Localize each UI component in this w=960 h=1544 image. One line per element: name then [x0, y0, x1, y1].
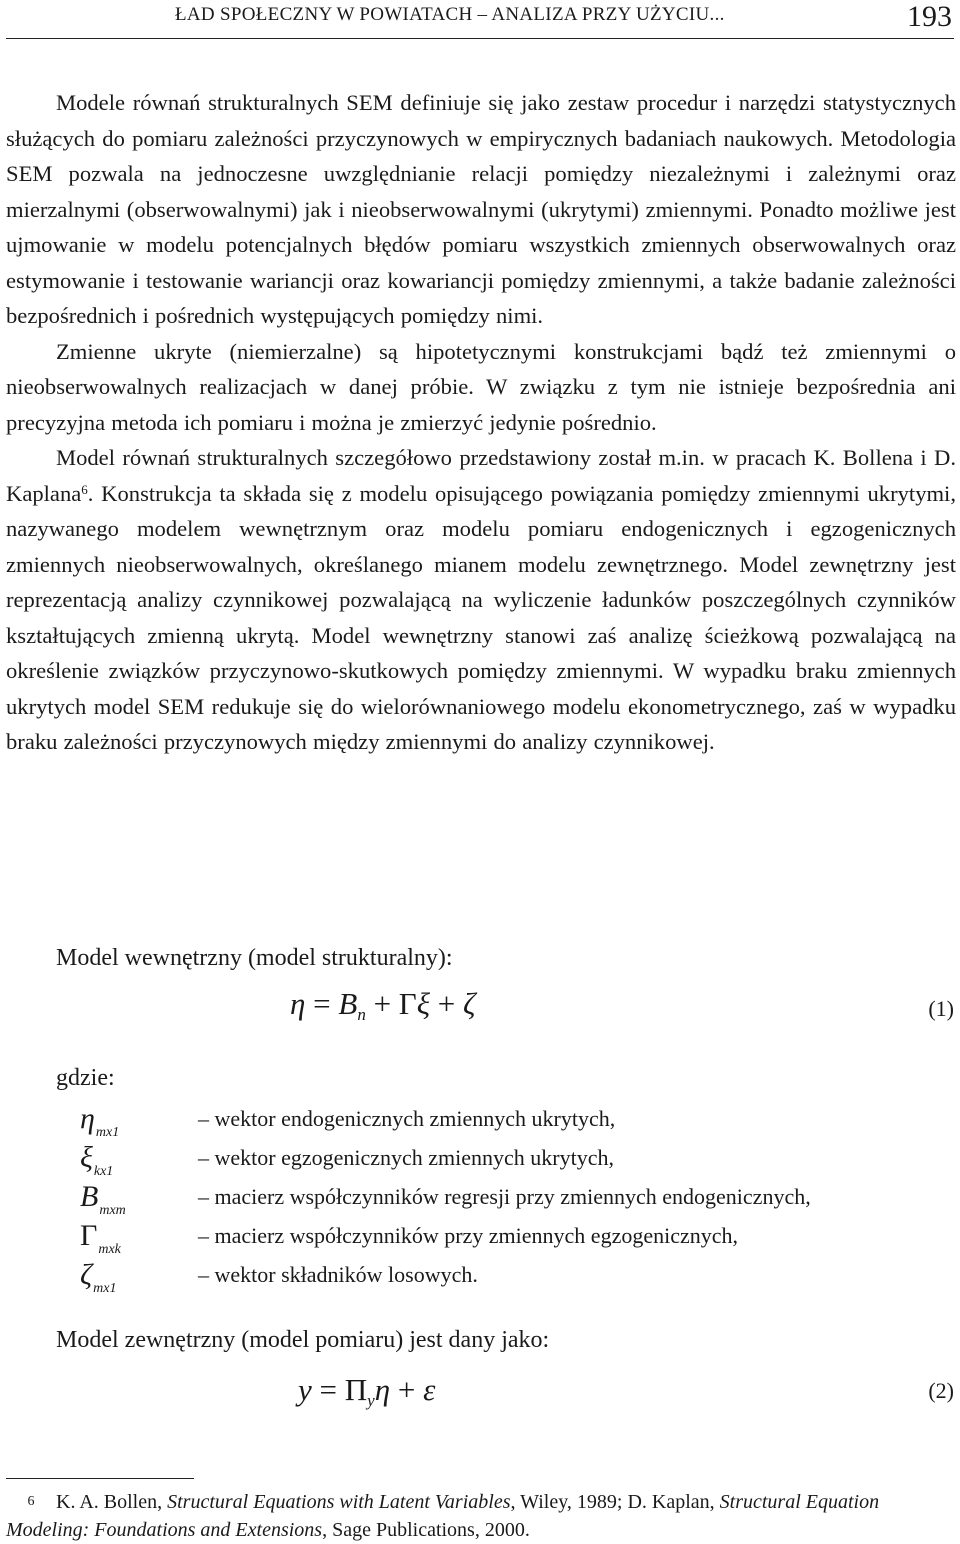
where-label: gdzie: — [56, 1065, 115, 1091]
where-item — [80, 1180, 950, 1218]
body-text — [6, 85, 956, 760]
footnote-reference[interactable]: 6 — [81, 481, 88, 497]
where-description: – wektor endogenicznych zmiennych ukrytych, — [198, 1106, 616, 1131]
where-description: – wektor składników losowych. — [198, 1262, 478, 1287]
equals-sign: = — [313, 986, 331, 1021]
page-number: 193 — [907, 0, 952, 33]
where-item — [80, 1102, 950, 1140]
header-rule — [6, 38, 954, 39]
where-description: – macierz współczynników przy zmiennych egzogenicznych, — [198, 1223, 739, 1248]
epsilon-symbol: ε — [423, 1372, 436, 1407]
zeta-symbol: $\zeta_{mx1}$ — [80, 1258, 117, 1296]
equation-2 — [298, 1372, 435, 1411]
b-symbol: $B_{mxm}$ — [80, 1180, 126, 1218]
b-subscript: n — [357, 1005, 366, 1024]
paragraph-text-before-ref: Model równań strukturalnych szczegółowo przedstawiony został m.in. w pracach K. Bollena i D. Kaplana — [6, 445, 956, 506]
where-description: – macierz współczynników regresji przy zmiennych endogenicznych, — [198, 1184, 811, 1209]
pi-subscript: y — [367, 1391, 375, 1410]
plus-sign: + — [373, 986, 392, 1021]
running-title: ŁAD SPOŁECZNY W POWIATACH – ANALIZA PRZY UŻYCIU... — [175, 4, 725, 25]
xi-symbol: ξ — [416, 986, 430, 1021]
paragraph-model-structure — [6, 440, 956, 760]
where-item — [80, 1258, 950, 1296]
footnote — [6, 1488, 956, 1544]
outer-model-label: Model zewnętrzny (model pomiaru) jest dany jako: — [56, 1327, 550, 1353]
gamma-symbol: Γ — [398, 986, 417, 1021]
eta-symbol: η — [374, 1372, 391, 1407]
b-symbol: B — [338, 986, 358, 1021]
footnote-text: , Wiley, 1989; D. Kaplan, — [510, 1491, 720, 1513]
equals-sign: = — [319, 1372, 337, 1407]
paragraph-sem-definition: Modele równań strukturalnych SEM definiuje się jako zestaw procedur i narzędzi statystycznych służących do pomiaru zależności przyczynowych w empirycznych badaniach naukowych. Metodologia SEM pozwala na jednoczesne uwzględnianie relacji pomiędzy niezależnymi i zależnymi oraz mierzalnymi (obserwowalnymi) jak i nieobserwowalnymi (ukrytymi) zmiennymi. Ponadto możliwe jest ujmowanie w modelu potencjalnych błędów pomiaru wszystkich zmiennych obserwowalnych oraz estymowanie i testowanie wariancji oraz kowariancji pomiędzy zmiennymi, a także badanie zależności bezpośrednich i pośrednich występujących pomiędzy nimi. — [6, 90, 956, 328]
pi-symbol: Π — [344, 1372, 368, 1407]
equation-number-2: (2) — [928, 1378, 954, 1403]
where-description: – wektor egzogenicznych zmiennych ukrytych, — [198, 1145, 615, 1170]
footnote-rule — [6, 1478, 194, 1479]
paragraph-latent-variables: Zmienne ukryte (niemierzalne) są hipotetycznymi konstrukcjami bądź też zmiennymi o nieobserwowalnych realizacjach w danej próbie. W związku z tym nie istnieje bezpośrednia ani precyzyjna metoda ich pomiaru i można je zmierzyć jedynie pośrednio. — [6, 338, 956, 435]
equation-number-1: (1) — [928, 996, 954, 1021]
plus-sign: + — [397, 1372, 416, 1407]
eta-symbol: η — [290, 986, 306, 1021]
zeta-symbol: ζ — [462, 986, 476, 1021]
y-symbol: y — [298, 1372, 312, 1407]
footnote-title: Structural Equations with Latent Variables — [167, 1491, 511, 1513]
eta-symbol: $\eta_{mx1}$ — [80, 1102, 120, 1140]
inner-model-label: Model wewnętrzny (model strukturalny): — [56, 945, 453, 971]
footnote-mark: 6 — [27, 1494, 35, 1509]
where-item — [80, 1219, 950, 1257]
paragraph-text-after-ref: . Konstrukcja ta składa się z modelu opisującego powiązania pomiędzy zmiennymi ukrytymi, nazywanego modelem wewnętrznym oraz modelu pomiaru endogenicznych i egzogenicznych zmiennych nieobserwowalnych, określanego mianem modelu zewnętrznego. Model zewnętrzny jest reprezentacją analizy czynnikowej pozwalającą na wyliczenie ładunków poszczególnych czynników kształtujących zmienną ukrytą. Model wewnętrzny stanowi zaś analizę ścieżkową pozwalającą na określenie związków przyczynowo-skutkowych pomiędzy zmiennymi. W wypadku braku zmiennych ukrytych model SEM redukuje się do wielorównaniowego modelu ekonometrycznego, zaś w wypadku braku zależności przyczynowych między zmiennymi do analizy czynnikowej. — [6, 480, 956, 754]
equation-1 — [290, 986, 476, 1025]
where-item — [80, 1141, 950, 1179]
footnote-text: K. A. Bollen, — [56, 1491, 168, 1513]
gamma-symbol: $\Gamma_{mxk}$ — [80, 1219, 121, 1257]
xi-symbol: $\xi_{kx1}$ — [80, 1141, 114, 1179]
footnote-title: Structural Equation Modeling: Foundations and Extensions — [6, 1491, 880, 1541]
plus-sign: + — [437, 986, 456, 1021]
footnote-text: , Sage Publications, 2000. — [322, 1519, 530, 1541]
